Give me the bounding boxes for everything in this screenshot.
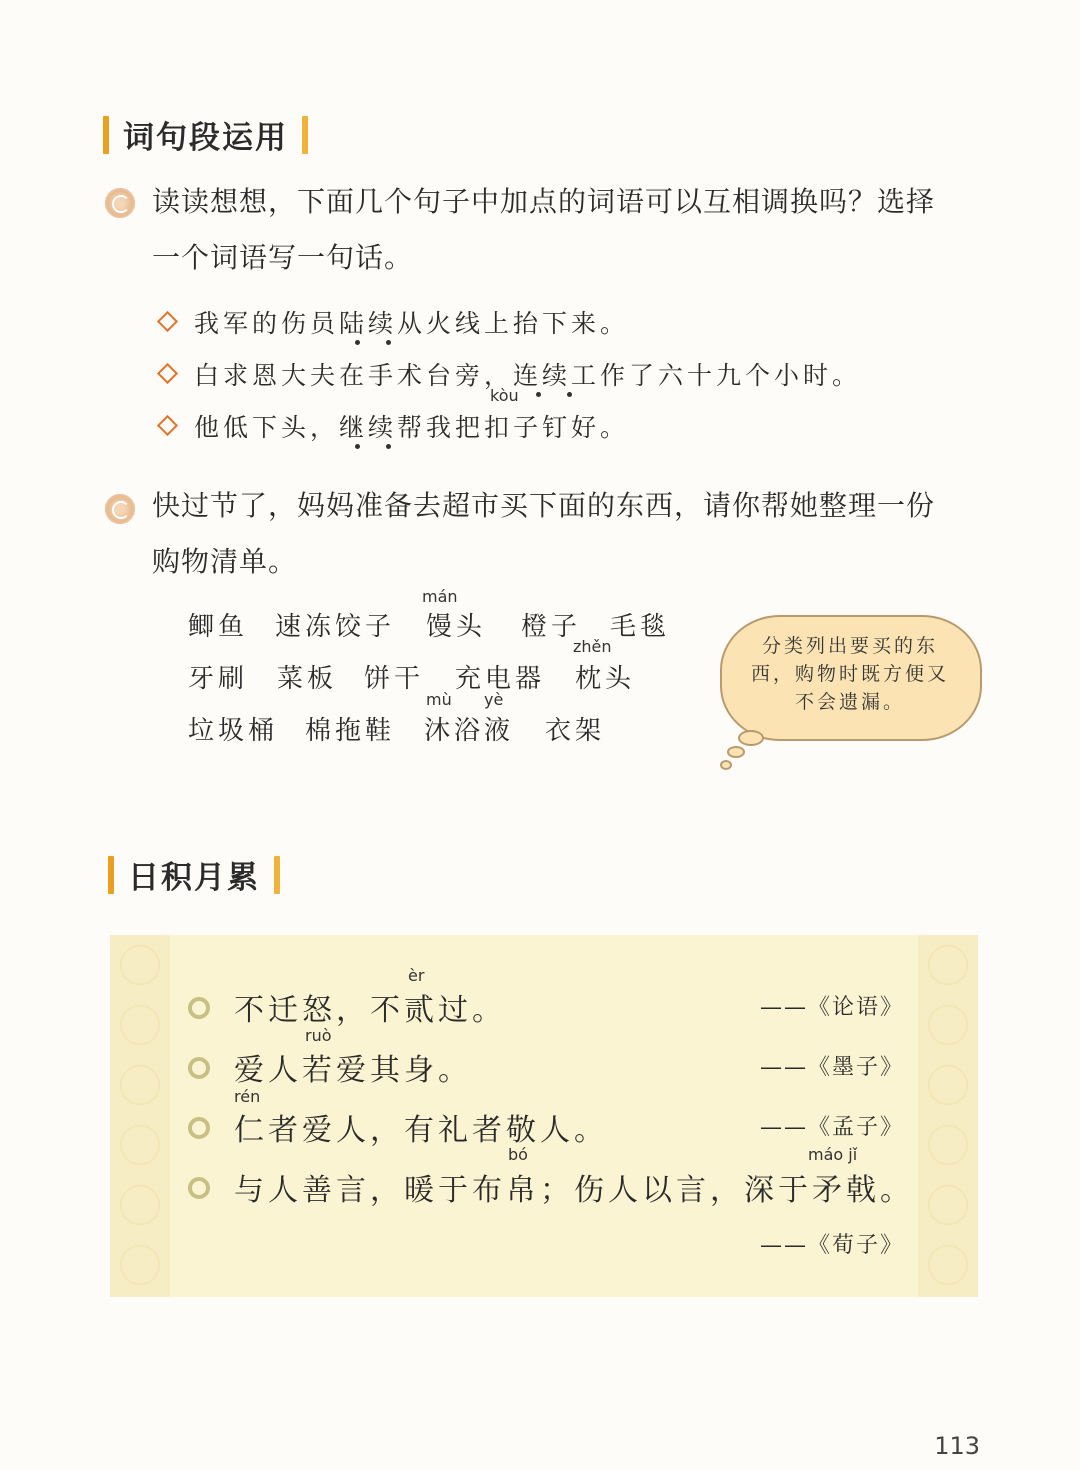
- word-item: 牙刷: [188, 664, 249, 694]
- bubble-tail-dot: [727, 746, 745, 758]
- pinyin-ren: rén: [234, 1087, 261, 1106]
- pinyin-ye: yè: [484, 690, 504, 709]
- circle-bullet-icon: [188, 1177, 210, 1199]
- panel-pattern-left: [110, 935, 170, 1297]
- section-header-ri-ji-yue-lei: [108, 852, 280, 897]
- quote-text: 爱人若爱其身。: [234, 1053, 472, 1088]
- header-bar-right: [274, 856, 280, 894]
- section-title: 词句段运用: [123, 120, 288, 156]
- bubble-tail-dot: [738, 730, 764, 746]
- emphasis-dot: [567, 392, 572, 397]
- emphasis-dot: [386, 340, 391, 345]
- emphasis-dot: [355, 340, 360, 345]
- word-item: 枕头: [575, 664, 636, 694]
- circle-bullet-icon: [188, 1117, 210, 1139]
- sentence-item: 白求恩大夫在手术台旁，连续工作了六十九个小时。: [194, 361, 862, 390]
- word-item: 饼干: [364, 664, 425, 694]
- quote-source: ——《孟子》: [760, 1115, 905, 1140]
- question1-line2: 一个词语写一句话。: [152, 241, 414, 274]
- bubble-tail-dot: [720, 760, 732, 770]
- word-item: 衣架: [545, 716, 606, 746]
- quote-text: 不迁怒，不贰过。: [234, 993, 506, 1028]
- pinyin-er: èr: [408, 966, 425, 985]
- spiral-bullet-icon: [105, 494, 135, 524]
- circle-bullet-icon: [188, 997, 210, 1019]
- quote-text: 与人善言，暖于布帛；伤人以言，深于矛戟。: [234, 1173, 914, 1208]
- word-item: 棉拖鞋: [305, 716, 396, 746]
- section-header-ci-ju-duan: [103, 112, 308, 157]
- question1-line1: 读读想想，下面几个句子中加点的词语可以互相调换吗？选择: [152, 185, 936, 218]
- circle-bullet-icon: [188, 1057, 210, 1079]
- sentence-item: 我军的伤员陆续从火线上抬下来。: [194, 309, 630, 338]
- word-item: 馒头: [426, 612, 487, 642]
- diamond-bullet-icon: [157, 363, 178, 384]
- pinyin-mu: mù: [426, 690, 452, 709]
- word-item: 沐浴液: [424, 716, 515, 746]
- page-number: 113: [934, 1432, 980, 1460]
- question2-line1: 快过节了，妈妈准备去超市买下面的东西，请你帮她整理一份: [152, 489, 936, 522]
- sentence-item: 他低下头，继续帮我把扣子钉好。: [194, 413, 630, 442]
- header-bar-left: [108, 856, 114, 894]
- word-item: 速冻饺子: [275, 612, 396, 642]
- word-item: 鲫鱼: [188, 612, 249, 642]
- header-bar-left: [103, 116, 109, 154]
- emphasis-dot: [355, 444, 360, 449]
- diamond-bullet-icon: [157, 415, 178, 436]
- emphasis-dot: [536, 392, 541, 397]
- quote-source: ——《墨子》: [760, 1055, 905, 1080]
- spiral-bullet-icon: [105, 188, 135, 218]
- emphasis-dot: [386, 444, 391, 449]
- word-item: 菜板: [277, 664, 338, 694]
- diamond-bullet-icon: [157, 311, 178, 332]
- word-item: 毛毯: [610, 612, 671, 642]
- question2-line2: 购物清单。: [152, 545, 298, 578]
- pinyin-zhen: zhěn: [573, 637, 612, 656]
- quote-text: 仁者爱人，有礼者敬人。: [234, 1113, 608, 1148]
- pinyin-man: mán: [422, 587, 458, 606]
- word-item: 充电器: [455, 664, 546, 694]
- word-item: 橙子: [521, 612, 582, 642]
- header-bar-right: [302, 116, 308, 154]
- pinyin-kou: kòu: [490, 386, 519, 405]
- quote-source: ——《论语》: [760, 995, 905, 1020]
- section-title: 日积月累: [128, 860, 260, 896]
- pinyin-bo: bó: [508, 1145, 528, 1164]
- quote-source: ——《荀子》: [760, 1233, 905, 1258]
- word-item: 垃圾桶: [188, 716, 279, 746]
- bubble-hint-text: 分类列出要买的东西，购物时既方便又不会遗漏。: [750, 635, 949, 713]
- panel-pattern-right: [918, 935, 978, 1297]
- pinyin-ruo: ruò: [305, 1026, 332, 1045]
- pinyin-mao-ji: máo jǐ: [808, 1145, 858, 1164]
